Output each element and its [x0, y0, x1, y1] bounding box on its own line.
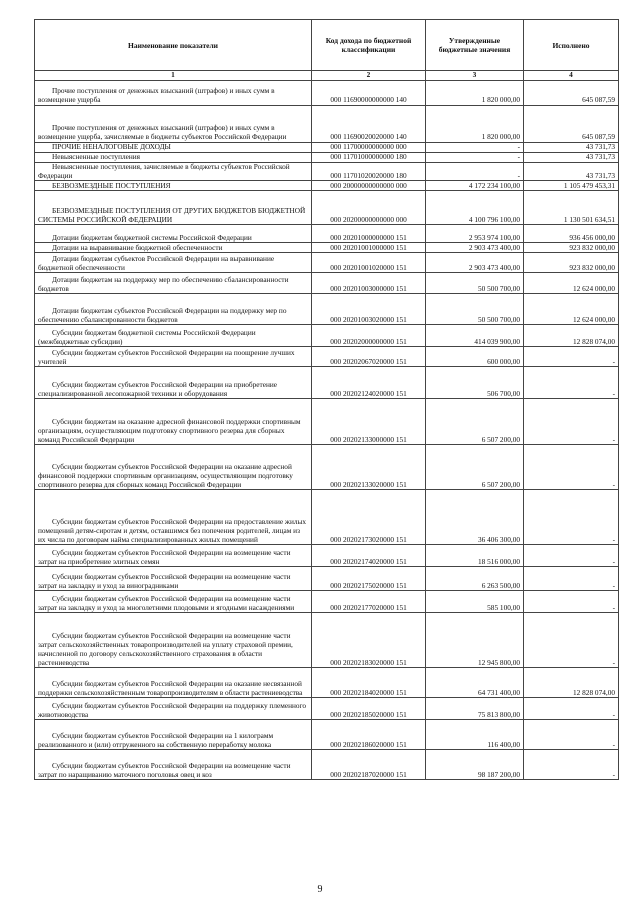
row-approved-cell: 585 100,00	[426, 591, 524, 613]
table-row	[35, 225, 619, 243]
row-executed-cell: -	[524, 545, 619, 567]
row-executed-cell: 1 130 501 634,51	[524, 191, 619, 225]
table-row	[35, 142, 619, 152]
row-executed-cell: -	[524, 567, 619, 591]
row-code-cell: 000 20202177020000 151	[312, 591, 426, 613]
row-name-cell: Дотации бюджетам бюджетной системы Российской Федерации	[35, 225, 312, 243]
table-row	[35, 490, 619, 545]
row-executed-cell: -	[524, 720, 619, 750]
row-executed-cell: -	[524, 750, 619, 780]
row-approved-cell: 4 172 234 100,00	[426, 181, 524, 191]
row-name-cell: Субсидии бюджетам субъектов Российской Федерации на 1 килограмм реализованного и (или) отгруженного на собственную переработку молока	[35, 720, 312, 750]
row-approved-cell: -	[426, 152, 524, 162]
row-name-cell: Субсидии бюджетам субъектов Российской Федерации на возмещение части затрат на закладку и уход за виноградниками	[35, 567, 312, 591]
row-approved-cell: 2 903 473 400,00	[426, 253, 524, 273]
row-approved-cell: 64 731 400,00	[426, 668, 524, 698]
row-code-cell: 000 20201003000000 151	[312, 273, 426, 294]
row-approved-cell: 50 500 700,00	[426, 273, 524, 294]
row-code-cell: 000 20202173020000 151	[312, 490, 426, 545]
row-name-cell: Субсидии бюджетам субъектов Российской Федерации на поддержку племенного животноводства	[35, 698, 312, 720]
row-code-cell: 000 20202186020000 151	[312, 720, 426, 750]
row-approved-cell: 600 000,00	[426, 347, 524, 367]
table-row	[35, 181, 619, 191]
row-code-cell: 000 11700000000000 000	[312, 142, 426, 152]
row-executed-cell: 43 731,73	[524, 142, 619, 152]
row-executed-cell: -	[524, 591, 619, 613]
row-executed-cell: 12 828 074,00	[524, 668, 619, 698]
row-code-cell: 000 20202184020000 151	[312, 668, 426, 698]
row-code-cell: 000 11690020020000 140	[312, 105, 426, 142]
row-approved-cell: 6 507 200,00	[426, 399, 524, 445]
table-row	[35, 720, 619, 750]
row-code-cell: 000 20202000000000 151	[312, 325, 426, 347]
row-name-cell: Субсидии бюджетам субъектов Российской Федерации на оказание несвязанной поддержки сельскохозяйственным товаропроизводителям в области растениеводства	[35, 668, 312, 698]
row-name-cell: Прочие поступления от денежных взысканий (штрафов) и иных сумм в возмещение ущерба, зачисляемые в бюджеты субъектов Российской Федерации	[35, 105, 312, 142]
row-name-cell: Субсидии бюджетам субъектов Российской Федерации на предоставление жилых помещений детям-сиротам и детям, оставшимся без попечения родителей, лицам из их числа по договорам найма специализированных жилых помещений	[35, 490, 312, 545]
column-number: 4	[524, 71, 619, 81]
row-name-cell: Дотации бюджетам на поддержку мер по обеспечению сбалансированности бюджетов	[35, 273, 312, 294]
row-approved-cell: 1 820 000,00	[426, 80, 524, 105]
row-approved-cell: -	[426, 142, 524, 152]
budget-table	[34, 19, 619, 780]
row-code-cell: 000 11701000000000 180	[312, 152, 426, 162]
row-code-cell: 000 20202187020000 151	[312, 750, 426, 780]
table-row	[35, 294, 619, 325]
header-row	[35, 20, 619, 71]
row-code-cell: 000 20201001020000 151	[312, 253, 426, 273]
row-approved-cell: 1 820 000,00	[426, 105, 524, 142]
row-name-cell: Субсидии бюджетам субъектов Российской Федерации на приобретение специализированной лесопожарной техники и оборудования	[35, 367, 312, 399]
row-executed-cell: -	[524, 445, 619, 490]
row-name-cell: Субсидии бюджетам субъектов Российской Федерации на возмещение части затрат сельскохозяйственных товаропроизводителей на уплату страховой премии, начисленной по договору сельскохозяйственного страхования в области растениеводства	[35, 613, 312, 668]
row-approved-cell: 6 263 500,00	[426, 567, 524, 591]
row-executed-cell: 645 087,59	[524, 80, 619, 105]
row-code-cell: 000 20000000000000 000	[312, 181, 426, 191]
row-executed-cell: 12 624 000,00	[524, 294, 619, 325]
row-name-cell: Субсидии бюджетам бюджетной системы Российской Федерации (межбюджетные субсидии)	[35, 325, 312, 347]
row-name-cell: Невыясненные поступления	[35, 152, 312, 162]
row-name-cell: Субсидии бюджетам субъектов Российской Федерации на поощрение лучших учителей	[35, 347, 312, 367]
row-executed-cell: -	[524, 367, 619, 399]
table-row	[35, 162, 619, 181]
table-row	[35, 347, 619, 367]
row-executed-cell: -	[524, 698, 619, 720]
row-code-cell: 000 20202185020000 151	[312, 698, 426, 720]
row-approved-cell: 506 700,00	[426, 367, 524, 399]
row-code-cell: 000 20202124020000 151	[312, 367, 426, 399]
page-number: 9	[317, 884, 323, 895]
column-number: 2	[312, 71, 426, 81]
row-name-cell: БЕЗВОЗМЕЗДНЫЕ ПОСТУПЛЕНИЯ	[35, 181, 312, 191]
table-row	[35, 105, 619, 142]
header-code: Код дохода по бюджетной классификации	[312, 20, 426, 71]
row-code-cell: 000 20201003020000 151	[312, 294, 426, 325]
header-executed: Исполнено	[524, 20, 619, 71]
row-approved-cell: 6 507 200,00	[426, 445, 524, 490]
row-executed-cell: 43 731,73	[524, 162, 619, 181]
table-row	[35, 545, 619, 567]
table-row	[35, 668, 619, 698]
table-row	[35, 750, 619, 780]
row-code-cell: 000 20202183020000 151	[312, 613, 426, 668]
row-approved-cell: 4 100 796 100,00	[426, 191, 524, 225]
row-code-cell: 000 20200000000000 000	[312, 191, 426, 225]
row-approved-cell: 18 516 000,00	[426, 545, 524, 567]
row-name-cell: Дотации бюджетам субъектов Российской Федерации на поддержку мер по обеспечению сбалансированности бюджетов	[35, 294, 312, 325]
row-executed-cell: -	[524, 399, 619, 445]
row-executed-cell: -	[524, 490, 619, 545]
row-approved-cell: 75 813 800,00	[426, 698, 524, 720]
row-code-cell: 000 20202174020000 151	[312, 545, 426, 567]
row-name-cell: БЕЗВОЗМЕЗДНЫЕ ПОСТУПЛЕНИЯ ОТ ДРУГИХ БЮДЖЕТОВ БЮДЖЕТНОЙ СИСТЕМЫ РОССИЙСКОЙ ФЕДЕРАЦИИ	[35, 191, 312, 225]
table-row	[35, 273, 619, 294]
table-row	[35, 445, 619, 490]
row-approved-cell: 2 903 473 400,00	[426, 243, 524, 253]
row-name-cell: Субсидии бюджетам субъектов Российской Федерации на оказание адресной финансовой поддержки спортивным организациям, осуществляющим подготовку спортивного резерва для сборных команд Российской Федерации	[35, 445, 312, 490]
row-executed-cell: 923 832 000,00	[524, 253, 619, 273]
row-code-cell: 000 20202133020000 151	[312, 445, 426, 490]
row-executed-cell: 1 105 479 453,31	[524, 181, 619, 191]
row-executed-cell: 12 624 000,00	[524, 273, 619, 294]
row-code-cell: 000 20201000000000 151	[312, 225, 426, 243]
row-executed-cell: 923 832 000,00	[524, 243, 619, 253]
table-row	[35, 243, 619, 253]
table-row	[35, 325, 619, 347]
row-approved-cell: -	[426, 162, 524, 181]
table-row	[35, 367, 619, 399]
column-number: 1	[35, 71, 312, 81]
row-name-cell: ПРОЧИЕ НЕНАЛОГОВЫЕ ДОХОДЫ	[35, 142, 312, 152]
column-number: 3	[426, 71, 524, 81]
row-name-cell: Невыясненные поступления, зачисляемые в бюджеты субъектов Российской Федерации	[35, 162, 312, 181]
header-name: Наименование показатели	[35, 20, 312, 71]
row-code-cell: 000 20202067020000 151	[312, 347, 426, 367]
row-code-cell: 000 20202175020000 151	[312, 567, 426, 591]
table-row	[35, 191, 619, 225]
table-row	[35, 80, 619, 105]
row-approved-cell: 2 953 974 100,00	[426, 225, 524, 243]
row-approved-cell: 98 187 200,00	[426, 750, 524, 780]
row-approved-cell: 116 400,00	[426, 720, 524, 750]
row-code-cell: 000 11701020020000 180	[312, 162, 426, 181]
row-name-cell: Прочие поступления от денежных взысканий (штрафов) и иных сумм в возмещение ущерба	[35, 80, 312, 105]
table-row	[35, 698, 619, 720]
table-row	[35, 591, 619, 613]
table-row	[35, 567, 619, 591]
row-executed-cell: 936 456 000,00	[524, 225, 619, 243]
row-name-cell: Дотации на выравнивание бюджетной обеспеченности	[35, 243, 312, 253]
row-executed-cell: -	[524, 347, 619, 367]
row-name-cell: Субсидии бюджетам субъектов Российской Федерации на возмещение части затрат на закладку и уход за многолетними плодовыми и ягодными насаждениями	[35, 591, 312, 613]
row-name-cell: Субсидии бюджетам субъектов Российской Федерации на возмещение части затрат по наращиванию маточного поголовья овец и коз	[35, 750, 312, 780]
row-approved-cell: 414 039 900,00	[426, 325, 524, 347]
table-row	[35, 253, 619, 273]
row-executed-cell: -	[524, 613, 619, 668]
table-row	[35, 613, 619, 668]
header-approved: Утвержденные бюджетные значения	[426, 20, 524, 71]
row-name-cell: Дотации бюджетам субъектов Российской Федерации на выравнивание бюджетной обеспеченности	[35, 253, 312, 273]
row-approved-cell: 36 406 300,00	[426, 490, 524, 545]
row-code-cell: 000 11690000000000 140	[312, 80, 426, 105]
row-executed-cell: 645 087,59	[524, 105, 619, 142]
table-row	[35, 152, 619, 162]
row-executed-cell: 43 731,73	[524, 152, 619, 162]
row-code-cell: 000 20202133000000 151	[312, 399, 426, 445]
row-name-cell: Субсидии бюджетам на оказание адресной финансовой поддержки спортивным организациям, осуществляющим подготовку спортивного резерва для сборных команд Российской Федерации	[35, 399, 312, 445]
table-row	[35, 399, 619, 445]
row-approved-cell: 12 945 800,00	[426, 613, 524, 668]
row-name-cell: Субсидии бюджетам субъектов Российской Федерации на возмещение части затрат на приобретение элитных семян	[35, 545, 312, 567]
column-number-row	[35, 71, 619, 81]
row-code-cell: 000 20201001000000 151	[312, 243, 426, 253]
row-executed-cell: 12 828 074,00	[524, 325, 619, 347]
row-approved-cell: 50 500 700,00	[426, 294, 524, 325]
